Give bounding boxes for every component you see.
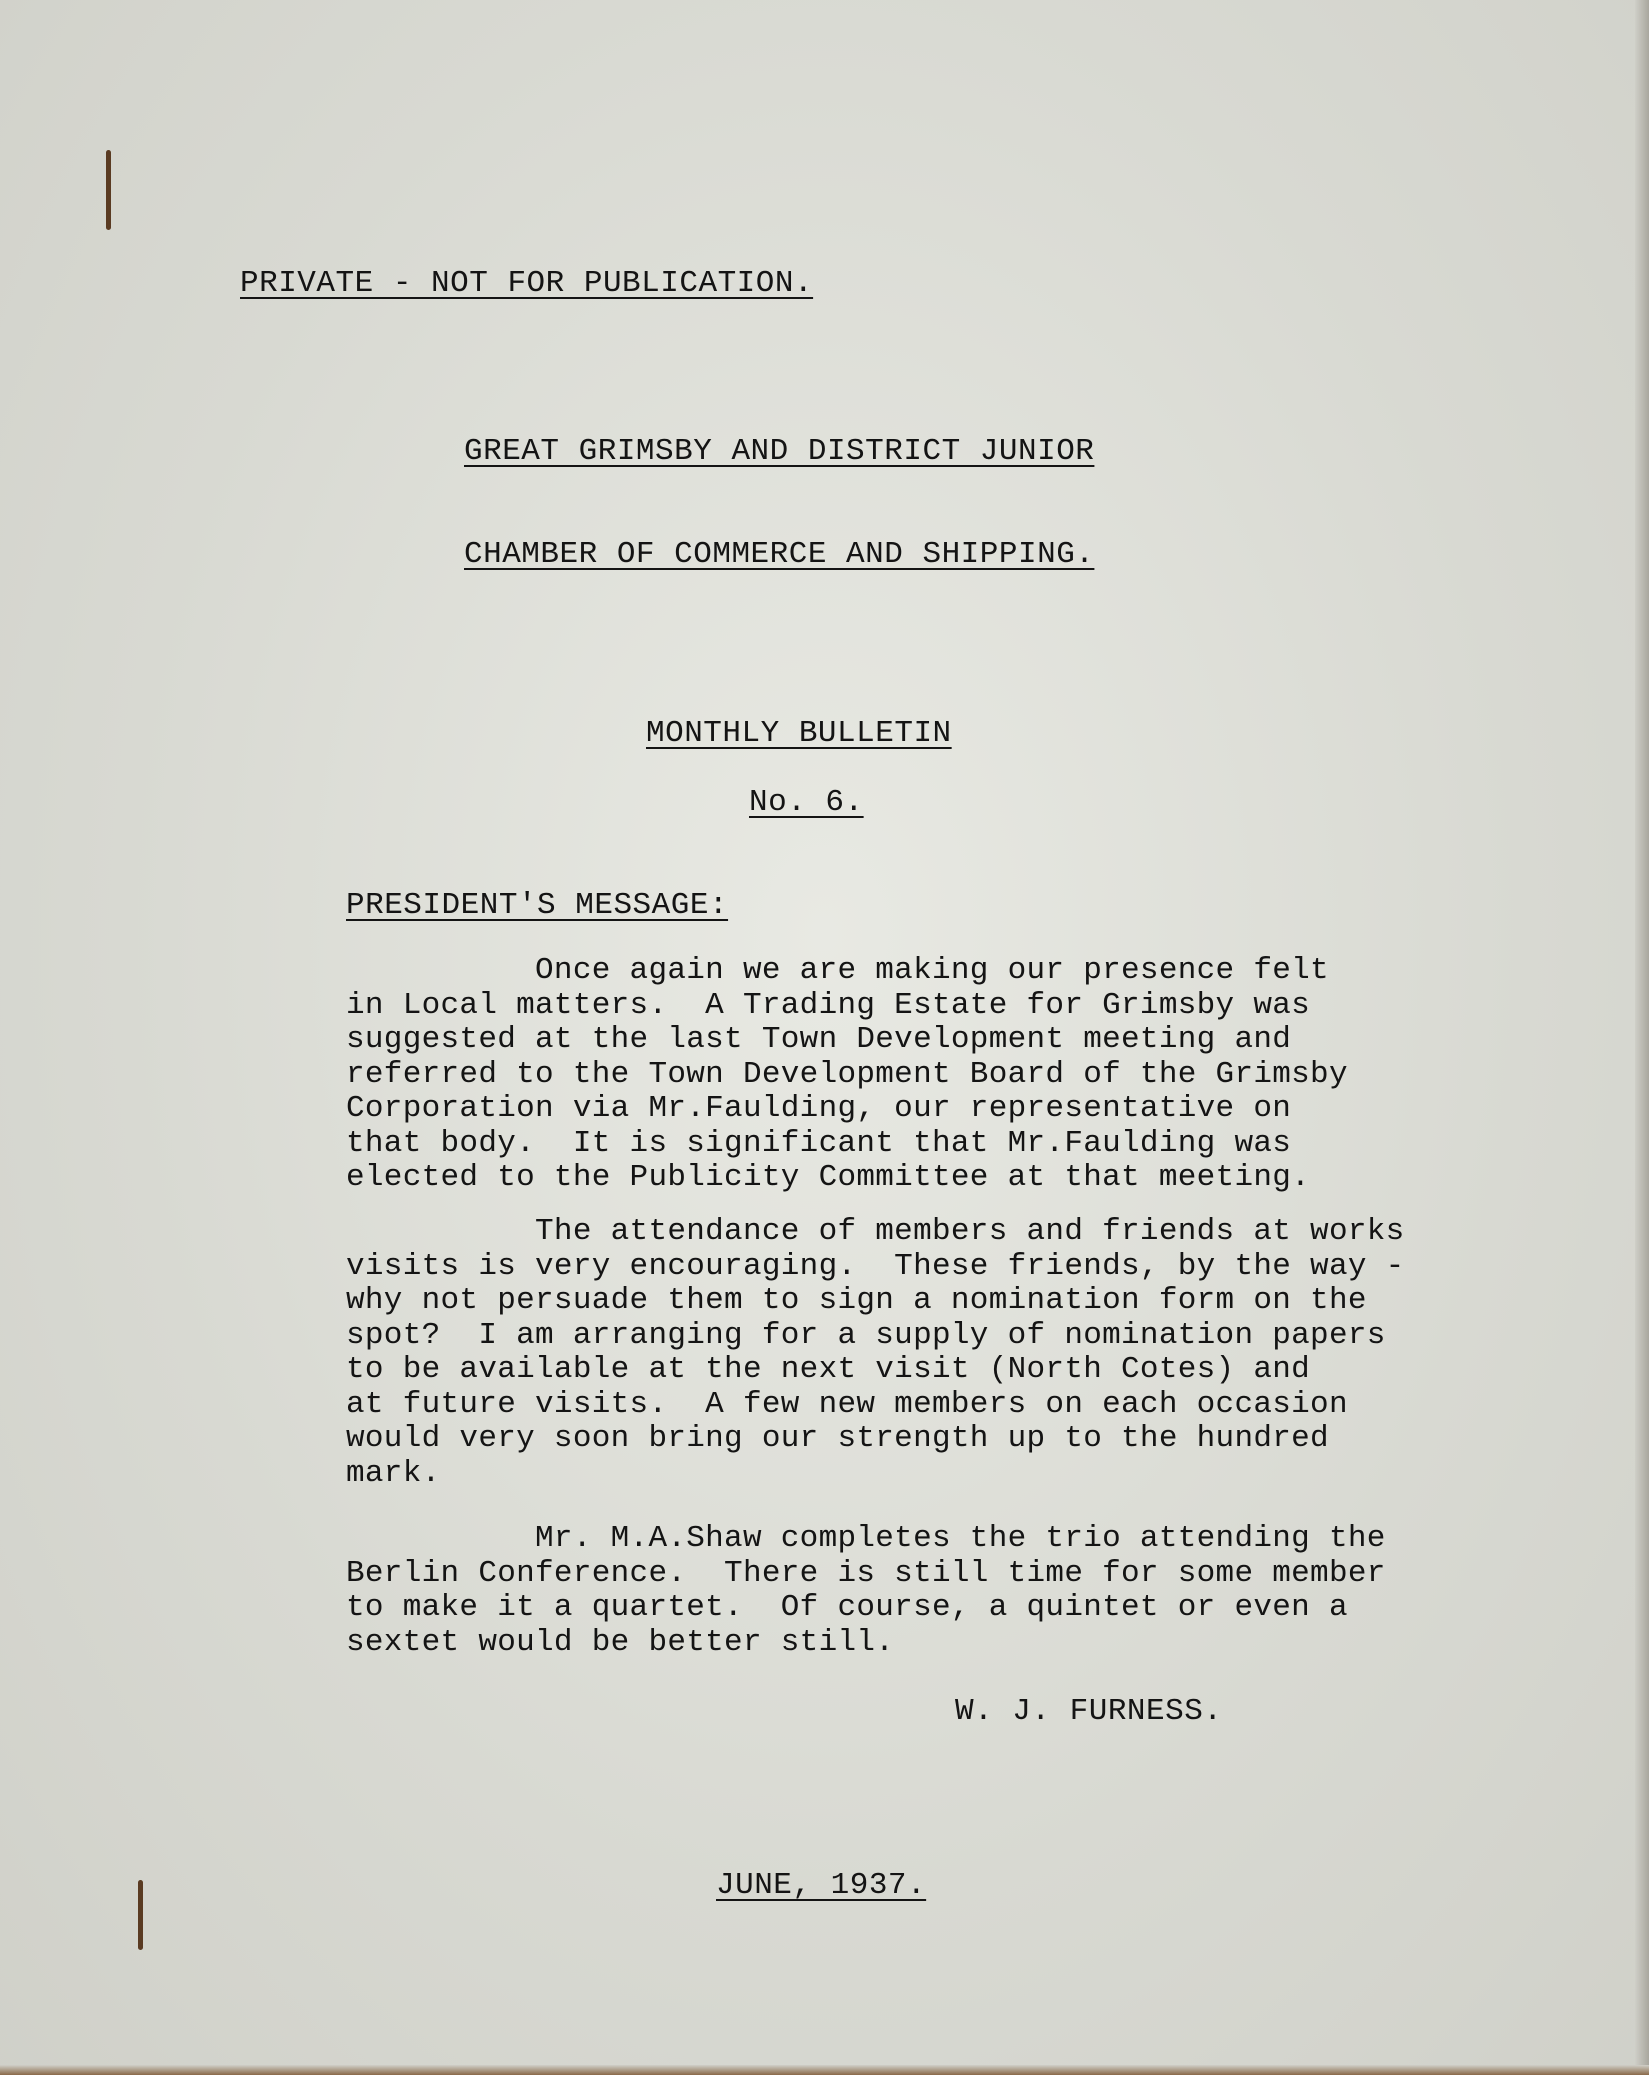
- message-paragraph-1: Once again we are making our presence felt in Local matters. A Trading Estate for Grimsby was suggested at the last Town Development meeting and referred to the Town Development Board of the Grimsby Corporation via Mr.Faulding, our representative on that body. It is significant that Mr.Faulding was elected to the Publicity Committee at that meeting.: [346, 953, 1348, 1195]
- bulletin-date: JUNE, 1937.: [716, 1868, 927, 1903]
- bulletin-number: No. 6.: [749, 785, 864, 820]
- organization-name-line1: GREAT GRIMSBY AND DISTRICT JUNIOR: [464, 434, 1095, 469]
- private-notice: PRIVATE - NOT FOR PUBLICATION.: [240, 266, 814, 301]
- presidents-message-heading: PRESIDENT'S MESSAGE:: [346, 888, 729, 923]
- signature: W. J. FURNESS.: [955, 1694, 1223, 1729]
- bulletin-title: MONTHLY BULLETIN: [646, 716, 952, 751]
- message-paragraph-3: Mr. M.A.Shaw completes the trio attending the Berlin Conference. There is still time for some member to make it a quartet. Of course, a quintet or even a sextet would be better still.: [346, 1521, 1386, 1660]
- organization-name-line2: CHAMBER OF COMMERCE AND SHIPPING.: [464, 537, 1095, 572]
- message-paragraph-2: The attendance of members and friends at works visits is very encouraging. These friends, by the way - why not persuade them to sign a nomination form on the spot? I am arranging for a supply of nomination papers to be available at the next visit (North Cotes) and at future visits. A few new members on each occasion would very soon bring our strength up to the hundred mark.: [346, 1214, 1405, 1491]
